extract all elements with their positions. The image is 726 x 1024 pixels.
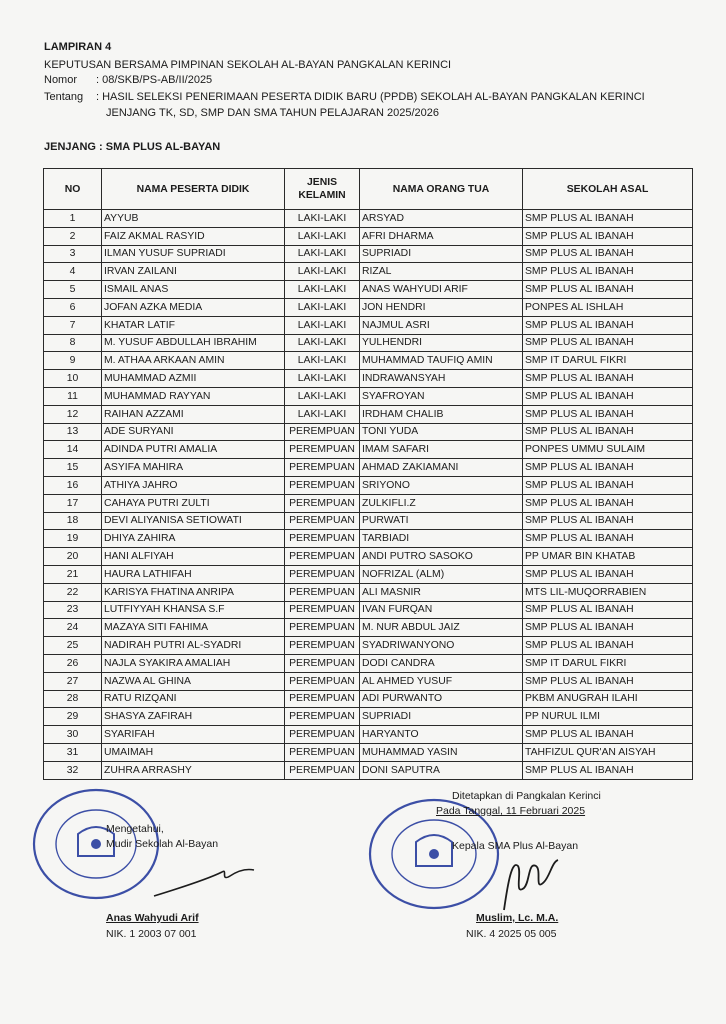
cell-nama-orang-tua: ZULKIFLI.Z <box>360 494 523 512</box>
cell-nama-peserta: NADIRAH PUTRI AL-SYADRI <box>102 637 285 655</box>
cell-no: 4 <box>44 263 102 281</box>
cell-nama-peserta: HANI ALFIYAH <box>102 548 285 566</box>
cell-sekolah-asal: MTS LIL-MUQORRABIEN <box>523 583 693 601</box>
col-nama-orang-tua: NAMA ORANG TUA <box>360 169 523 210</box>
col-jenis-line2: KELAMIN <box>298 190 346 201</box>
cell-no: 29 <box>44 708 102 726</box>
cell-jenis-kelamin: LAKI-LAKI <box>285 281 360 299</box>
kepala-title: Kepala SMA Plus Al-Bayan <box>452 840 579 852</box>
cell-jenis-kelamin: PEREMPUAN <box>285 476 360 494</box>
cell-nama-peserta: KARISYA FHATINA ANRIPA <box>102 583 285 601</box>
table-row <box>44 441 693 459</box>
cell-no: 13 <box>44 423 102 441</box>
cell-nama-peserta: UMAIMAH <box>102 743 285 761</box>
cell-no: 15 <box>44 459 102 477</box>
cell-no: 12 <box>44 405 102 423</box>
cell-nama-orang-tua: INDRAWANSYAH <box>360 370 523 388</box>
cell-nama-orang-tua: DODI CANDRA <box>360 654 523 672</box>
cell-nama-peserta: IRVAN ZAILANI <box>102 263 285 281</box>
cell-nama-peserta: ILMAN YUSUF SUPRIADI <box>102 245 285 263</box>
cell-jenis-kelamin: PEREMPUAN <box>285 459 360 477</box>
cell-no: 10 <box>44 370 102 388</box>
cell-nama-orang-tua: TARBIADI <box>360 530 523 548</box>
tanggal-label: Pada Tanggal, 11 Februari 2025 <box>436 805 586 817</box>
cell-nama-orang-tua: SYADRIWANYONO <box>360 637 523 655</box>
cell-nama-orang-tua: ANAS WAHYUDI ARIF <box>360 281 523 299</box>
cell-sekolah-asal: SMP IT DARUL FIKRI <box>523 654 693 672</box>
cell-nama-peserta: MAZAYA SITI FAHIMA <box>102 619 285 637</box>
cell-nama-peserta: M. YUSUF ABDULLAH IBRAHIM <box>102 334 285 352</box>
cell-jenis-kelamin: PEREMPUAN <box>285 690 360 708</box>
cell-jenis-kelamin: LAKI-LAKI <box>285 405 360 423</box>
table-row <box>44 601 693 619</box>
col-no: NO <box>44 169 102 210</box>
mudir-title: Mudir Sekolah Al-Bayan <box>106 838 219 850</box>
table-row <box>44 690 693 708</box>
cell-nama-orang-tua: MUHAMMAD YASIN <box>360 743 523 761</box>
table-row <box>44 565 693 583</box>
cell-nama-peserta: SHASYA ZAFIRAH <box>102 708 285 726</box>
table-row <box>44 672 693 690</box>
cell-jenis-kelamin: PEREMPUAN <box>285 654 360 672</box>
cell-jenis-kelamin: PEREMPUAN <box>285 761 360 779</box>
cell-jenis-kelamin: LAKI-LAKI <box>285 298 360 316</box>
cell-nama-orang-tua: AFRI DHARMA <box>360 227 523 245</box>
table-row <box>44 743 693 761</box>
cell-nama-peserta: DEVI ALIYANISA SETIOWATI <box>102 512 285 530</box>
table-row <box>44 726 693 744</box>
cell-nama-peserta: AYYUB <box>102 210 285 228</box>
cell-nama-peserta: KHATAR LATIF <box>102 316 285 334</box>
student-table <box>43 168 693 780</box>
cell-sekolah-asal: PONPES AL ISHLAH <box>523 298 693 316</box>
table-row <box>44 494 693 512</box>
table-row <box>44 637 693 655</box>
cell-jenis-kelamin: PEREMPUAN <box>285 726 360 744</box>
cell-nama-orang-tua: PURWATI <box>360 512 523 530</box>
cell-jenis-kelamin: LAKI-LAKI <box>285 352 360 370</box>
cell-nama-orang-tua: SYAFROYAN <box>360 387 523 405</box>
table-row <box>44 210 693 228</box>
lampiran-label: LAMPIRAN 4 <box>44 41 112 53</box>
cell-no: 19 <box>44 530 102 548</box>
cell-sekolah-asal: SMP PLUS AL IBANAH <box>523 334 693 352</box>
cell-nama-peserta: ASYIFA MAHIRA <box>102 459 285 477</box>
cell-jenis-kelamin: LAKI-LAKI <box>285 210 360 228</box>
cell-no: 1 <box>44 210 102 228</box>
cell-sekolah-asal: PONPES UMMU SULAIM <box>523 441 693 459</box>
cell-sekolah-asal: SMP PLUS AL IBANAH <box>523 672 693 690</box>
cell-nama-orang-tua: NAJMUL ASRI <box>360 316 523 334</box>
cell-nama-peserta: LUTFIYYAH KHANSA S.F <box>102 601 285 619</box>
cell-no: 17 <box>44 494 102 512</box>
cell-no: 21 <box>44 565 102 583</box>
cell-nama-orang-tua: DONI SAPUTRA <box>360 761 523 779</box>
cell-sekolah-asal: SMP PLUS AL IBANAH <box>523 281 693 299</box>
table-row <box>44 352 693 370</box>
cell-nama-peserta: ADINDA PUTRI AMALIA <box>102 441 285 459</box>
cell-jenis-kelamin: PEREMPUAN <box>285 672 360 690</box>
cell-nama-orang-tua: SUPRIADI <box>360 245 523 263</box>
cell-jenis-kelamin: PEREMPUAN <box>285 637 360 655</box>
cell-jenis-kelamin: PEREMPUAN <box>285 494 360 512</box>
cell-nama-orang-tua: MUHAMMAD TAUFIQ AMIN <box>360 352 523 370</box>
cell-sekolah-asal: SMP PLUS AL IBANAH <box>523 245 693 263</box>
cell-no: 30 <box>44 726 102 744</box>
cell-nama-orang-tua: HARYANTO <box>360 726 523 744</box>
cell-jenis-kelamin: PEREMPUAN <box>285 565 360 583</box>
table-row <box>44 476 693 494</box>
cell-no: 3 <box>44 245 102 263</box>
cell-nama-orang-tua: ARSYAD <box>360 210 523 228</box>
cell-nama-peserta: ADE SURYANI <box>102 423 285 441</box>
table-row <box>44 298 693 316</box>
tentang-label: Tentang <box>44 91 84 103</box>
table-row <box>44 761 693 779</box>
cell-nama-peserta: CAHAYA PUTRI ZULTI <box>102 494 285 512</box>
cell-nama-orang-tua: JON HENDRI <box>360 298 523 316</box>
cell-sekolah-asal: PP UMAR BIN KHATAB <box>523 548 693 566</box>
cell-nama-peserta: RATU RIZQANI <box>102 690 285 708</box>
table-row <box>44 405 693 423</box>
cell-nama-orang-tua: IMAM SAFARI <box>360 441 523 459</box>
cell-nama-peserta: DHIYA ZAHIRA <box>102 530 285 548</box>
cell-nama-orang-tua: AHMAD ZAKIAMANI <box>360 459 523 477</box>
cell-nama-orang-tua: IRDHAM CHALIB <box>360 405 523 423</box>
cell-jenis-kelamin: LAKI-LAKI <box>285 263 360 281</box>
cell-no: 14 <box>44 441 102 459</box>
cell-no: 6 <box>44 298 102 316</box>
table-row <box>44 583 693 601</box>
table-row <box>44 387 693 405</box>
cell-jenis-kelamin: LAKI-LAKI <box>285 370 360 388</box>
table-row <box>44 512 693 530</box>
cell-jenis-kelamin: PEREMPUAN <box>285 512 360 530</box>
table-row <box>44 423 693 441</box>
right-signer-name: Muslim, Lc. M.A. <box>476 912 559 924</box>
cell-jenis-kelamin: PEREMPUAN <box>285 423 360 441</box>
table-row <box>44 334 693 352</box>
cell-nama-peserta: ISMAIL ANAS <box>102 281 285 299</box>
col-jenis-line1: JENIS <box>306 177 338 188</box>
cell-sekolah-asal: SMP PLUS AL IBANAH <box>523 370 693 388</box>
cell-sekolah-asal: PKBM ANUGRAH ILAHI <box>523 690 693 708</box>
cell-nama-peserta: NAJLA SYAKIRA AMALIAH <box>102 654 285 672</box>
right-signer-nik: NIK. 4 2025 05 005 <box>466 928 557 940</box>
cell-nama-orang-tua: M. NUR ABDUL JAIZ <box>360 619 523 637</box>
table-row <box>44 459 693 477</box>
cell-jenis-kelamin: PEREMPUAN <box>285 601 360 619</box>
cell-sekolah-asal: SMP PLUS AL IBANAH <box>523 263 693 281</box>
cell-jenis-kelamin: LAKI-LAKI <box>285 334 360 352</box>
cell-no: 24 <box>44 619 102 637</box>
cell-no: 9 <box>44 352 102 370</box>
col-nama-peserta: NAMA PESERTA DIDIK <box>102 169 285 210</box>
cell-sekolah-asal: SMP PLUS AL IBANAH <box>523 619 693 637</box>
cell-no: 22 <box>44 583 102 601</box>
nomor-value: : 08/SKB/PS-AB/II/2025 <box>96 74 213 86</box>
cell-no: 32 <box>44 761 102 779</box>
table-row <box>44 654 693 672</box>
col-jenis-kelamin <box>285 169 360 210</box>
cell-nama-orang-tua: SUPRIADI <box>360 708 523 726</box>
cell-sekolah-asal: PP NURUL ILMI <box>523 708 693 726</box>
cell-sekolah-asal: TAHFIZUL QUR'AN AISYAH <box>523 743 693 761</box>
cell-no: 16 <box>44 476 102 494</box>
cell-jenis-kelamin: LAKI-LAKI <box>285 387 360 405</box>
cell-no: 2 <box>44 227 102 245</box>
cell-jenis-kelamin: PEREMPUAN <box>285 708 360 726</box>
cell-sekolah-asal: SMP PLUS AL IBANAH <box>523 512 693 530</box>
cell-jenis-kelamin: LAKI-LAKI <box>285 245 360 263</box>
table-row <box>44 708 693 726</box>
cell-nama-orang-tua: IVAN FURQAN <box>360 601 523 619</box>
cell-nama-orang-tua: SRIYONO <box>360 476 523 494</box>
cell-jenis-kelamin: PEREMPUAN <box>285 583 360 601</box>
table-row <box>44 245 693 263</box>
cell-no: 8 <box>44 334 102 352</box>
cell-nama-peserta: MUHAMMAD AZMII <box>102 370 285 388</box>
cell-no: 18 <box>44 512 102 530</box>
table-row <box>44 316 693 334</box>
table-row <box>44 530 693 548</box>
cell-jenis-kelamin: PEREMPUAN <box>285 548 360 566</box>
cell-nama-peserta: M. ATHAA ARKAAN AMIN <box>102 352 285 370</box>
cell-no: 31 <box>44 743 102 761</box>
ditetapkan-label: Ditetapkan di Pangkalan Kerinci <box>452 790 601 802</box>
cell-jenis-kelamin: PEREMPUAN <box>285 530 360 548</box>
mengetahui-label: Mengetahui, <box>106 823 164 835</box>
cell-no: 20 <box>44 548 102 566</box>
cell-nama-peserta: NAZWA AL GHINA <box>102 672 285 690</box>
cell-sekolah-asal: SMP PLUS AL IBANAH <box>523 387 693 405</box>
cell-jenis-kelamin: PEREMPUAN <box>285 743 360 761</box>
cell-sekolah-asal: SMP PLUS AL IBANAH <box>523 494 693 512</box>
cell-nama-orang-tua: RIZAL <box>360 263 523 281</box>
cell-sekolah-asal: SMP PLUS AL IBANAH <box>523 316 693 334</box>
cell-jenis-kelamin: LAKI-LAKI <box>285 316 360 334</box>
cell-sekolah-asal: SMP PLUS AL IBANAH <box>523 405 693 423</box>
cell-nama-orang-tua: ALI MASNIR <box>360 583 523 601</box>
cell-jenis-kelamin: PEREMPUAN <box>285 619 360 637</box>
cell-sekolah-asal: SMP PLUS AL IBANAH <box>523 637 693 655</box>
cell-no: 7 <box>44 316 102 334</box>
cell-sekolah-asal: SMP PLUS AL IBANAH <box>523 423 693 441</box>
cell-sekolah-asal: SMP PLUS AL IBANAH <box>523 459 693 477</box>
cell-nama-peserta: ZUHRA ARRASHY <box>102 761 285 779</box>
cell-no: 27 <box>44 672 102 690</box>
cell-sekolah-asal: SMP PLUS AL IBANAH <box>523 227 693 245</box>
col-sekolah-asal: SEKOLAH ASAL <box>523 169 693 210</box>
table-row <box>44 548 693 566</box>
tentang-line <box>44 90 645 104</box>
cell-nama-orang-tua: TONI YUDA <box>360 423 523 441</box>
cell-sekolah-asal: SMP PLUS AL IBANAH <box>523 726 693 744</box>
cell-nama-peserta: RAIHAN AZZAMI <box>102 405 285 423</box>
table-row <box>44 619 693 637</box>
table-row <box>44 227 693 245</box>
jenjang-label: JENJANG : SMA PLUS AL-BAYAN <box>44 141 221 153</box>
cell-nama-peserta: JOFAN AZKA MEDIA <box>102 298 285 316</box>
cell-no: 23 <box>44 601 102 619</box>
cell-sekolah-asal: SMP IT DARUL FIKRI <box>523 352 693 370</box>
cell-no: 11 <box>44 387 102 405</box>
cell-jenis-kelamin: PEREMPUAN <box>285 441 360 459</box>
nomor-label: Nomor <box>44 74 78 86</box>
left-signer-nik: NIK. 1 2003 07 001 <box>106 928 197 940</box>
cell-sekolah-asal: SMP PLUS AL IBANAH <box>523 476 693 494</box>
table-row <box>44 263 693 281</box>
cell-nama-orang-tua: ANDI PUTRO SASOKO <box>360 548 523 566</box>
cell-no: 25 <box>44 637 102 655</box>
cell-nama-peserta: HAURA LATHIFAH <box>102 565 285 583</box>
table-header-row <box>44 169 693 210</box>
cell-nama-orang-tua: AL AHMED YUSUF <box>360 672 523 690</box>
table-body <box>44 210 693 780</box>
cell-nama-peserta: SYARIFAH <box>102 726 285 744</box>
cell-sekolah-asal: SMP PLUS AL IBANAH <box>523 210 693 228</box>
cell-no: 26 <box>44 654 102 672</box>
cell-no: 5 <box>44 281 102 299</box>
cell-nama-peserta: FAIZ AKMAL RASYID <box>102 227 285 245</box>
table-row <box>44 281 693 299</box>
cell-nama-orang-tua: ADI PURWANTO <box>360 690 523 708</box>
left-signer-name: Anas Wahyudi Arif <box>106 912 199 924</box>
cell-nama-peserta: MUHAMMAD RAYYAN <box>102 387 285 405</box>
cell-nama-orang-tua: NOFRIZAL (ALM) <box>360 565 523 583</box>
nomor-line <box>44 73 212 87</box>
cell-sekolah-asal: SMP PLUS AL IBANAH <box>523 530 693 548</box>
left-signature <box>150 858 260 900</box>
cell-sekolah-asal: SMP PLUS AL IBANAH <box>523 761 693 779</box>
table-row <box>44 370 693 388</box>
cell-no: 28 <box>44 690 102 708</box>
cell-nama-orang-tua: YULHENDRI <box>360 334 523 352</box>
right-signature <box>494 852 574 914</box>
tentang-line2: JENJANG TK, SD, SMP DAN SMA TAHUN PELAJARAN 2025/2026 <box>106 107 439 119</box>
cell-jenis-kelamin: LAKI-LAKI <box>285 227 360 245</box>
cell-sekolah-asal: SMP PLUS AL IBANAH <box>523 601 693 619</box>
cell-sekolah-asal: SMP PLUS AL IBANAH <box>523 565 693 583</box>
tentang-value: : HASIL SELEKSI PENERIMAAN PESERTA DIDIK BARU (PPDB) SEKOLAH AL-BAYAN PANGKALAN KERINCI <box>96 91 645 103</box>
cell-nama-peserta: ATHIYA JAHRO <box>102 476 285 494</box>
keputusan-title: KEPUTUSAN BERSAMA PIMPINAN SEKOLAH AL-BAYAN PANGKALAN KERINCI <box>44 59 452 71</box>
